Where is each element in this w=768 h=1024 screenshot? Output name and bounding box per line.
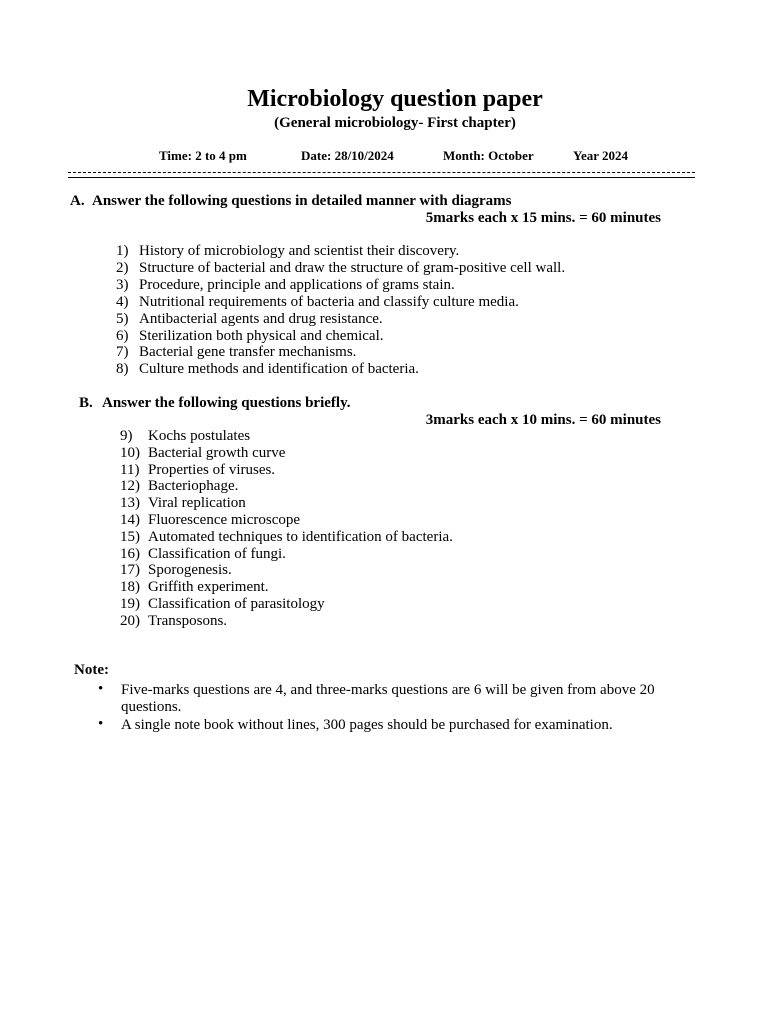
question-number: 16) bbox=[120, 545, 140, 562]
question-number: 13) bbox=[120, 495, 140, 512]
question-text: Classification of fungi. bbox=[148, 545, 286, 562]
question-text: Classification of parasitology bbox=[148, 596, 325, 612]
question-number: 20) bbox=[120, 612, 140, 629]
question-number: 6) bbox=[116, 327, 129, 344]
page-title: Microbiology question paper bbox=[247, 86, 543, 112]
question-number: 4) bbox=[116, 293, 129, 310]
page-subtitle: (General microbiology- First chapter) bbox=[274, 115, 516, 131]
question-number: 3) bbox=[116, 276, 129, 293]
question-number: 1) bbox=[116, 243, 129, 259]
question-text: Antibacterial agents and drug resistance. bbox=[139, 310, 383, 327]
question-text: Viral replication bbox=[148, 495, 246, 512]
question-number: 9) bbox=[120, 428, 133, 444]
header-divider-dashed bbox=[68, 172, 695, 173]
question-text: Bacterial gene transfer mechanisms. bbox=[139, 344, 357, 361]
question-number: 10) bbox=[120, 444, 140, 461]
section-a-heading: Answer the following questions in detailed manner with diagrams bbox=[92, 193, 512, 209]
question-number: 19) bbox=[120, 596, 140, 612]
note-item: A single note book without lines, 300 pages should be purchased for examination. bbox=[121, 717, 613, 733]
exam-time: Time: 2 to 4 pm bbox=[159, 148, 247, 163]
question-number: 12) bbox=[120, 478, 140, 495]
question-number: 15) bbox=[120, 528, 140, 545]
question-text: Bacteriophage. bbox=[148, 478, 239, 495]
exam-year: Year 2024 bbox=[573, 148, 629, 163]
note-item: Five-marks questions are 4, and three-marks questions are 6 will be given from above 20 questions. bbox=[121, 682, 655, 715]
question-number: 7) bbox=[116, 344, 129, 361]
bullet-icon: • bbox=[98, 681, 104, 697]
question-text: Structure of bacterial and draw the structure of gram-positive cell wall. bbox=[139, 259, 566, 276]
question-text: Culture methods and identification of bacteria. bbox=[139, 361, 419, 378]
question-text: Automated techniques to identification of bacteria. bbox=[148, 528, 453, 545]
note-heading: Note: bbox=[74, 662, 109, 678]
question-number: 11) bbox=[120, 461, 140, 478]
question-text: Kochs postulates bbox=[148, 428, 251, 444]
section-a-label: A. bbox=[70, 193, 85, 209]
bullet-icon: • bbox=[98, 716, 104, 732]
question-text: Properties of viruses. bbox=[148, 461, 276, 478]
question-text: Sterilization both physical and chemical. bbox=[139, 327, 384, 344]
exam-date: Date: 28/10/2024 bbox=[301, 148, 394, 163]
question-number: 17) bbox=[120, 562, 140, 579]
question-text: History of microbiology and scientist their discovery. bbox=[139, 243, 460, 259]
exam-month: Month: October bbox=[443, 148, 534, 163]
question-number: 8) bbox=[116, 361, 129, 378]
section-b-marks: 3marks each x 10 mins. = 60 minutes bbox=[425, 412, 661, 428]
question-number: 18) bbox=[120, 579, 140, 596]
question-text: Procedure, principle and applications of grams stain. bbox=[139, 276, 455, 293]
question-text: Griffith experiment. bbox=[148, 579, 269, 596]
question-number: 14) bbox=[120, 512, 140, 528]
question-text: Bacterial growth curve bbox=[148, 444, 286, 461]
section-b-label: B. bbox=[79, 395, 93, 411]
question-text: Fluorescence microscope bbox=[148, 512, 301, 528]
question-text: Transposons. bbox=[148, 612, 228, 629]
question-text: Nutritional requirements of bacteria and classify culture media. bbox=[139, 293, 519, 310]
section-a-marks: 5marks each x 15 mins. = 60 minutes bbox=[425, 210, 661, 226]
question-text: Sporogenesis. bbox=[148, 562, 232, 579]
question-number: 5) bbox=[116, 310, 129, 327]
header-divider-solid bbox=[68, 177, 695, 178]
question-number: 2) bbox=[116, 259, 129, 276]
section-b-heading: Answer the following questions briefly. bbox=[102, 395, 351, 411]
